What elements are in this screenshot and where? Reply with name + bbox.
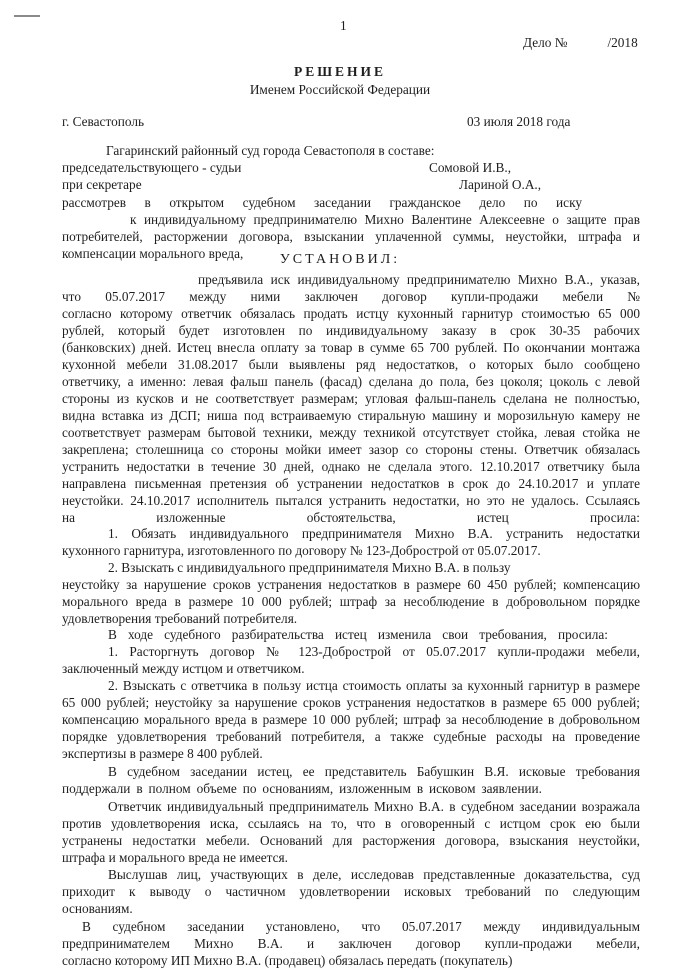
secretary-name: Лариной О.А., (459, 177, 542, 192)
document-subtitle: Именем Российской Федерации (249, 82, 431, 97)
secretary-role: при секретаре (62, 177, 142, 192)
body-line: устранить недостатки в течение 30 дней, однако не сделала этого. 12.10.2017 ответчику была (62, 459, 640, 474)
body-line: стороны из кусков и не соответствует размерам; угловая фальш-панель сделана не полностью, (62, 391, 640, 406)
body-line: видна вставка из ДСП; ниша под встраиваемую стиральную машину и морозильную камеру не (62, 408, 640, 423)
body-line: В судебном заседании истец, ее представитель Бабушкин В.Я. исковые требования (108, 764, 640, 779)
body-line: что 05.07.2017 между ними заключен договор купли-продажи мебели № (62, 289, 640, 304)
body-line: Выслушав лиц, участвующих в деле, исследовав представленные доказательства, суд (108, 867, 640, 882)
section-heading: УСТАНОВИЛ: (279, 252, 401, 267)
body-line: приходит к выводу о частичном удовлетворении исковых требований по следующим (62, 884, 640, 899)
body-line: против удовлетворения иска, ссылаясь на то, что в оговоренный с истцом срок ею были (62, 816, 640, 831)
case-year: /2018 (607, 35, 638, 50)
city: г. Севастополь (62, 114, 145, 129)
body-line: удовлетворения требований потребителя. (62, 611, 298, 626)
body-line: поддержали в полном объеме по основаниям, изложенным в исковом заявлении. (62, 781, 542, 796)
corner-mark (14, 15, 40, 17)
body-line: предпринимателем Михно В.А. и заключен договор купли-продажи мебели, (62, 936, 640, 951)
body-line: 1. Обязать индивидуального предпринимателя Михно В.А. устранить недостатки (108, 526, 640, 541)
body-line: порядке удовлетворения требований потребителя, а также судебные расходы на проведение (62, 729, 640, 744)
body-line: ответчику, а именно: левая фальш панель (фасад) сделана до пола, без цоколя; цоколь с левой (62, 374, 640, 389)
page-number: 1 (340, 18, 347, 33)
body-line: Ответчик индивидуальный предприниматель Михно В.А. в судебном заседании возражала (108, 799, 640, 814)
judge-role: председательствующего - судьи (62, 160, 242, 175)
body-line: согласно которому ответчик обязалась продать истцу кухонный гарнитур стоимостью 65 000 (62, 306, 640, 321)
document-title: РЕШЕНИЕ (293, 64, 387, 79)
body-line: экспертизы в размере 8 400 рублей. (62, 746, 263, 761)
body-line: направлена письменная претензия об устранении недостатков в срок до 24.10.2017 и уплате (62, 476, 640, 491)
court-line: Гагаринский районный суд города Севастополя в составе: (106, 143, 435, 158)
body-line: заключенный между истцом и ответчиком. (62, 661, 305, 676)
intro-line: потребителей, расторжении договора, взыскании уплаченной суммы, неустойки, штрафа и (62, 229, 640, 244)
body-line: В судебном заседании установлено, что 05.07.2017 между индивидуальным (82, 919, 640, 934)
body-line: 1. Расторгнуть договор № 123-Добрострой от 05.07.2017 купли-продажи мебели, (108, 644, 640, 659)
body-line: 2. Взыскать с индивидуального предпринимателя Михно В.А. в пользу (108, 560, 511, 575)
body-line: В ходе судебного разбирательства истец изменила свои требования, просила: (108, 627, 608, 642)
body-line: кухонной мебели 31.08.2017 были выявлены ряд недостатков, о которых было сообщено (62, 357, 640, 372)
body-line: на изложенные обстоятельства, истец просила: (62, 510, 640, 525)
intro-line: компенсации морального вреда, (62, 246, 244, 261)
case-number (523, 35, 638, 51)
intro-line: к индивидуальному предпринимателю Михно Валентине Алексеевне о защите прав (130, 212, 640, 227)
body-line: согласно которому ИП Михно В.А. (продавец) обязалась передать (покупатель) (62, 953, 513, 968)
body-line: основаниям. (62, 901, 133, 916)
body-line: компенсацию морального вреда в размере 10 000 рублей; штраф за несоблюдение в добровольном (62, 712, 640, 727)
body-line: неустойку за нарушение сроков устранения недостатков в размере 60 450 рублей; компенсацию (62, 577, 640, 592)
body-line: предъявила иск индивидуальному предпринимателю Михно В.А., указав, (198, 272, 640, 287)
body-line: 65 000 рублей; неустойку за нарушение сроков устранения недостатков в размере 65 000 рублей; (62, 695, 640, 710)
judge-name: Сомовой И.В., (429, 160, 512, 175)
body-line: (банковских) дней. Истец внесла оплату за товар в сумме 65 700 рублей. По окончании монтажа (62, 340, 640, 355)
body-line: неустойки. 24.10.2017 исполнитель пытался устранить недостатки, но это не удалось. Ссылаясь (62, 493, 640, 508)
body-line: штрафа и морального вреда не имеется. (62, 850, 288, 865)
intro-line: рассмотрев в открытом судебном заседании гражданское дело по иску (62, 195, 582, 210)
body-line: морального вреда в размере 10 000 рублей; штраф за несоблюдение в добровольном порядке (62, 594, 640, 609)
body-line: соответствует размерам бытовой техники, между техникой отсутствует стойка, левая стойка не (62, 425, 640, 440)
body-line: устранены недостатки мебели. Оснований для расторжения договора, взыскания неустойки, (62, 833, 640, 848)
body-line: закреплена; столешница со стороны мойки имеет зазор со стороны стены. Ответчик обязалась (62, 442, 640, 457)
body-line: 2. Взыскать с ответчика в пользу истца стоимость оплаты за кухонный гарнитур в размере (108, 678, 640, 693)
body-line: рублей, который будет изготовлен по индивидуальному заказу в срок 30-35 рабочих (62, 323, 640, 338)
case-label: Дело № (523, 35, 568, 50)
decision-date: 03 июля 2018 года (467, 114, 571, 129)
body-line: кухонного гарнитура, изготовленного по договору № 123-Добрострой от 05.07.2017. (62, 543, 541, 558)
